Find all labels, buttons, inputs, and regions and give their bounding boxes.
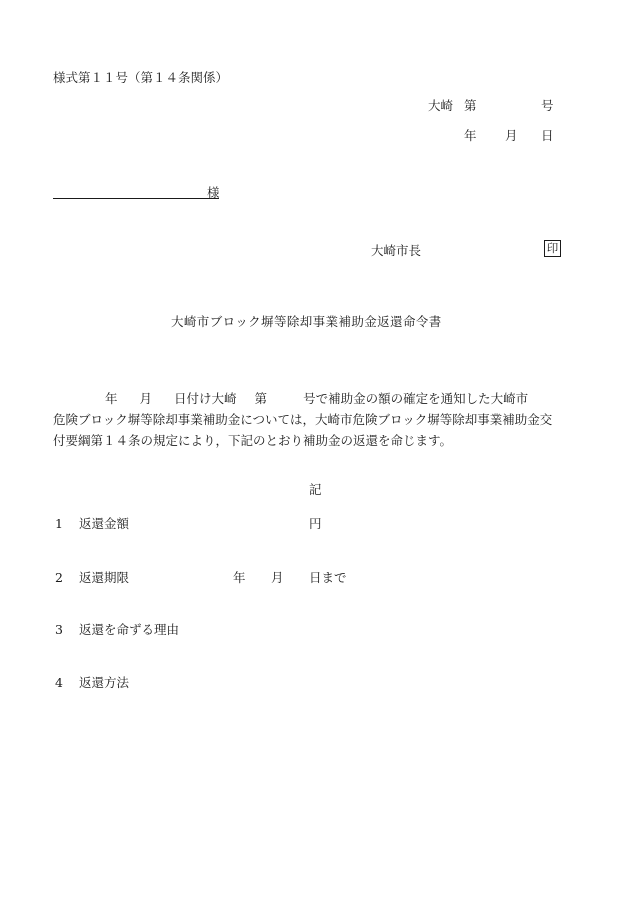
item-1-label: 返還金額	[79, 516, 130, 531]
body-line-3: 付要綱第１４条の規定により，下記のとおり補助金の返還を命じます。	[53, 433, 453, 448]
item-4-label: 返還方法	[79, 675, 130, 690]
body-paragraph	[53, 388, 578, 451]
body-year: 年	[105, 391, 118, 406]
date-year: 年	[464, 128, 477, 143]
body-line-2: 危険ブロック塀等除却事業補助金については，大崎市危険ブロック塀等除却事業補助金交	[53, 412, 553, 427]
body-month: 月	[139, 391, 153, 406]
item-2-year: 年	[233, 570, 246, 585]
document-title: 大崎市ブロック塀等除却事業補助金返還命令書	[171, 314, 442, 329]
ki-heading: 記	[309, 482, 322, 497]
date-month: 月	[505, 128, 518, 143]
addressee-line	[53, 198, 219, 199]
item-2-month: 月	[271, 570, 284, 585]
issue-city-prefix: 大崎	[428, 98, 454, 113]
seal-stamp: 印	[544, 240, 561, 257]
item-2-number: 2	[55, 570, 63, 585]
date-day: 日	[541, 128, 554, 143]
body-dai: 第	[254, 391, 268, 406]
item-3-label: 返還を命ずる理由	[79, 622, 180, 637]
body-dated: 日付け大崎	[174, 391, 237, 406]
item-2-label: 返還期限	[79, 570, 130, 585]
form-number: 様式第１１号（第１４条関係）	[53, 70, 229, 85]
body-line1-end: 号で補助金の額の確定を通知した大崎市	[303, 391, 529, 406]
item-1-number: 1	[55, 516, 63, 531]
issuer-title: 大崎市長	[371, 243, 422, 258]
item-3-number: 3	[55, 622, 63, 637]
item-4-number: 4	[55, 675, 63, 690]
item-2-until: 日まで	[309, 570, 347, 585]
body-line-1	[53, 388, 578, 409]
item-1-unit: 円	[309, 516, 322, 531]
issue-go: 号	[541, 98, 554, 113]
issue-dai: 第	[464, 98, 477, 113]
addressee-suffix: 様	[207, 185, 220, 200]
